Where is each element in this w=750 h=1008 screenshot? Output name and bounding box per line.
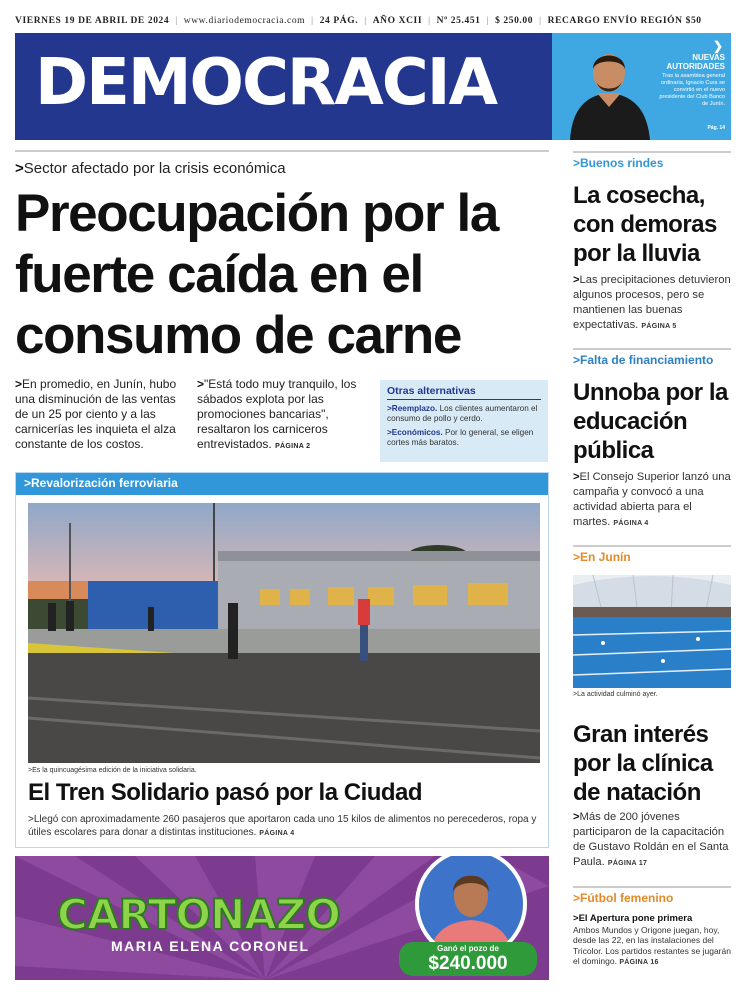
train-story-box (15, 472, 549, 848)
shipping-surcharge: RECARGO ENVÍO REGIÓN $50 (547, 16, 702, 26)
chevron-right-icon: > (573, 691, 578, 698)
promo-page-ref: Pág. 14 (707, 125, 725, 131)
website-link[interactable]: www.diariodemocracia.com (183, 16, 306, 26)
unnoba-lead-text: El Consejo Superior lanzó una campaña y convocó a una actividad abierta para el martes. (573, 471, 731, 528)
separator: | (486, 16, 490, 26)
ad-brand-word: CARTONAZO (57, 890, 340, 939)
ad-winner-name: MARIA ELENA CORONEL (111, 938, 310, 954)
sidebar-item (387, 404, 541, 424)
main-headline[interactable]: Preocupación por la fuerte caída en el consumo de carne (15, 184, 498, 365)
issue-number: Nº 25.451 (436, 16, 481, 26)
separator: | (175, 16, 178, 26)
pool-caption-text: La actividad culminó ayer. (577, 691, 658, 698)
unnoba-headline[interactable]: Unnoba por la educación pública (573, 379, 728, 464)
section-header-financiamiento (573, 348, 731, 367)
train-lead-text: Llegó con aproximadamente 260 pasajeros que aportaron cada uno 15 kilos de alimentos no perecederos, ropa y útiles escolares para donar a distintas instituciones. (28, 814, 537, 838)
promo-title: NUEVAS AUTORIDADES (666, 53, 725, 71)
prize-amount: $240.000 (428, 953, 508, 974)
train-lead (28, 813, 540, 840)
womens-football-brief (573, 914, 731, 969)
prize-pill (399, 942, 537, 976)
prize-label: Ganó el pozo de (437, 944, 499, 953)
swimming-clinic-lead (573, 810, 731, 871)
chevron-right-icon: > (197, 377, 205, 391)
divider (15, 150, 549, 152)
train-section-label: Revalorización ferroviaria (31, 476, 178, 490)
swimming-pool-photo (573, 575, 731, 688)
train-headline[interactable]: El Tren Solidario pasó por la Ciudad (28, 779, 423, 806)
sidebar-item-label: Reemplazo. (391, 404, 438, 413)
sidebar-title: Otras alternativas (387, 385, 541, 400)
page-ref[interactable]: PÁGINA 4 (613, 520, 649, 527)
section-header-buenos-rindes (573, 151, 731, 170)
section-label: Falta de financiamiento (580, 353, 714, 367)
chevron-right-icon: > (573, 891, 581, 905)
issue-info-bar (15, 12, 735, 30)
chevron-right-icon: > (387, 428, 392, 437)
swimming-clinic-lead-text: Más de 200 jóvenes participaron de la capacitación de Gustavo Roldán en el Santa Paula. (573, 811, 729, 868)
sidebar-item-text: Los clientes aumentaron el consumo de pollo y cerdo. (387, 404, 538, 423)
sidebar-box-alternatives (380, 380, 548, 462)
chevron-right-icon: > (573, 913, 579, 924)
main-lead-col2 (197, 377, 369, 454)
chevron-right-icon: > (28, 767, 33, 774)
sidebar-item-label: Económicos. (391, 428, 443, 437)
chevron-right-icon: > (15, 160, 24, 177)
volume-year: AÑO XCII (372, 16, 423, 26)
brief-text: Ambos Mundos y Origone juegan, hoy, desde las 22, en las instalaciones del Tricolor. Los partidos restantes se jugarán el domingo. (573, 924, 731, 966)
chevron-right-icon: > (28, 814, 34, 825)
main-kicker-text: Sector afectado por la crisis económica (23, 160, 286, 177)
chevron-right-icon: > (573, 811, 580, 823)
page-ref[interactable]: PÁGINA 5 (641, 323, 677, 330)
separator: | (539, 16, 542, 26)
person-photo-icon (562, 33, 657, 140)
main-kicker (15, 160, 286, 177)
page-ref[interactable]: PÁGINA 16 (619, 959, 659, 966)
chevron-right-icon: > (15, 377, 23, 391)
chevron-right-icon: > (573, 550, 581, 564)
masthead (15, 33, 731, 140)
newspaper-logo: DEMOCRACIA (35, 46, 497, 120)
chevron-right-icon: > (387, 404, 392, 413)
train-caption-text: Es la quincuagésima edición de la iniciativa solidaria. (32, 767, 197, 774)
train-section-header (16, 473, 548, 495)
section-label: Buenos rindes (580, 156, 664, 170)
main-lead-col2-text: "Está todo muy tranquilo, los sábados explota por las promociones bancarias", resaltaron los carniceros entrevistados. (197, 377, 357, 451)
chevron-right-icon: > (573, 274, 580, 286)
separator: | (311, 16, 314, 26)
section-header-futbol-femenino (573, 886, 731, 905)
harvest-lead-text: Las precipitaciones detuvieron algunos procesos, pero se mantienen las buenas expectativas. (573, 274, 731, 331)
sidebar-item-text: Por lo general, se eligen cortes más baratos. (387, 428, 534, 447)
section-label: Fútbol femenino (580, 891, 674, 905)
chevron-right-icon: > (573, 156, 581, 170)
separator: | (428, 16, 431, 26)
pool-photo-caption (573, 691, 658, 698)
main-lead-col1-text: En promedio, en Junín, hubo una disminución de las ventas de un 25 por ciento y a las carnicerías les inquieta el alza constante de los costos. (15, 377, 177, 451)
harvest-headline[interactable]: La cosecha, con demoras por la lluvia (573, 182, 717, 267)
chevron-right-icon: ❯ (712, 39, 723, 53)
chevron-right-icon: > (573, 353, 581, 367)
separator: | (364, 16, 367, 26)
page-ref[interactable]: PÁGINA 4 (259, 830, 295, 837)
promo-text: Tras la asamblea general ordinaria, Ignacio Cura se convirtió en el nuevo presidente del Club Banco de Junín. (659, 73, 725, 107)
swimming-clinic-headline[interactable]: Gran interés por la clínica de natación (573, 721, 713, 806)
person-photo-icon (419, 856, 523, 956)
brief-lead-text: El Apertura pone primera (578, 913, 693, 924)
chevron-right-icon: > (24, 476, 32, 490)
page-ref[interactable]: PÁGINA 2 (275, 443, 311, 450)
main-lead-col1 (15, 377, 187, 452)
page-count: 24 PÁG. (319, 16, 359, 26)
page-ref[interactable]: PÁGINA 17 (607, 860, 648, 867)
section-header-en-junin (573, 545, 731, 564)
cartonazo-ad[interactable] (15, 856, 549, 980)
sidebar-item (387, 428, 541, 448)
train-photo-caption (28, 767, 197, 774)
brief-lead[interactable] (573, 914, 731, 925)
section-label: En Junín (580, 550, 631, 564)
cover-price: $ 250.00 (495, 16, 534, 26)
train-photo (28, 503, 540, 763)
unnoba-lead (573, 470, 731, 531)
promo-box-new-authorities[interactable] (552, 33, 731, 140)
chevron-right-icon: > (573, 471, 580, 483)
harvest-lead (573, 273, 731, 334)
issue-date: VIERNES 19 DE ABRIL DE 2024 (15, 16, 170, 26)
